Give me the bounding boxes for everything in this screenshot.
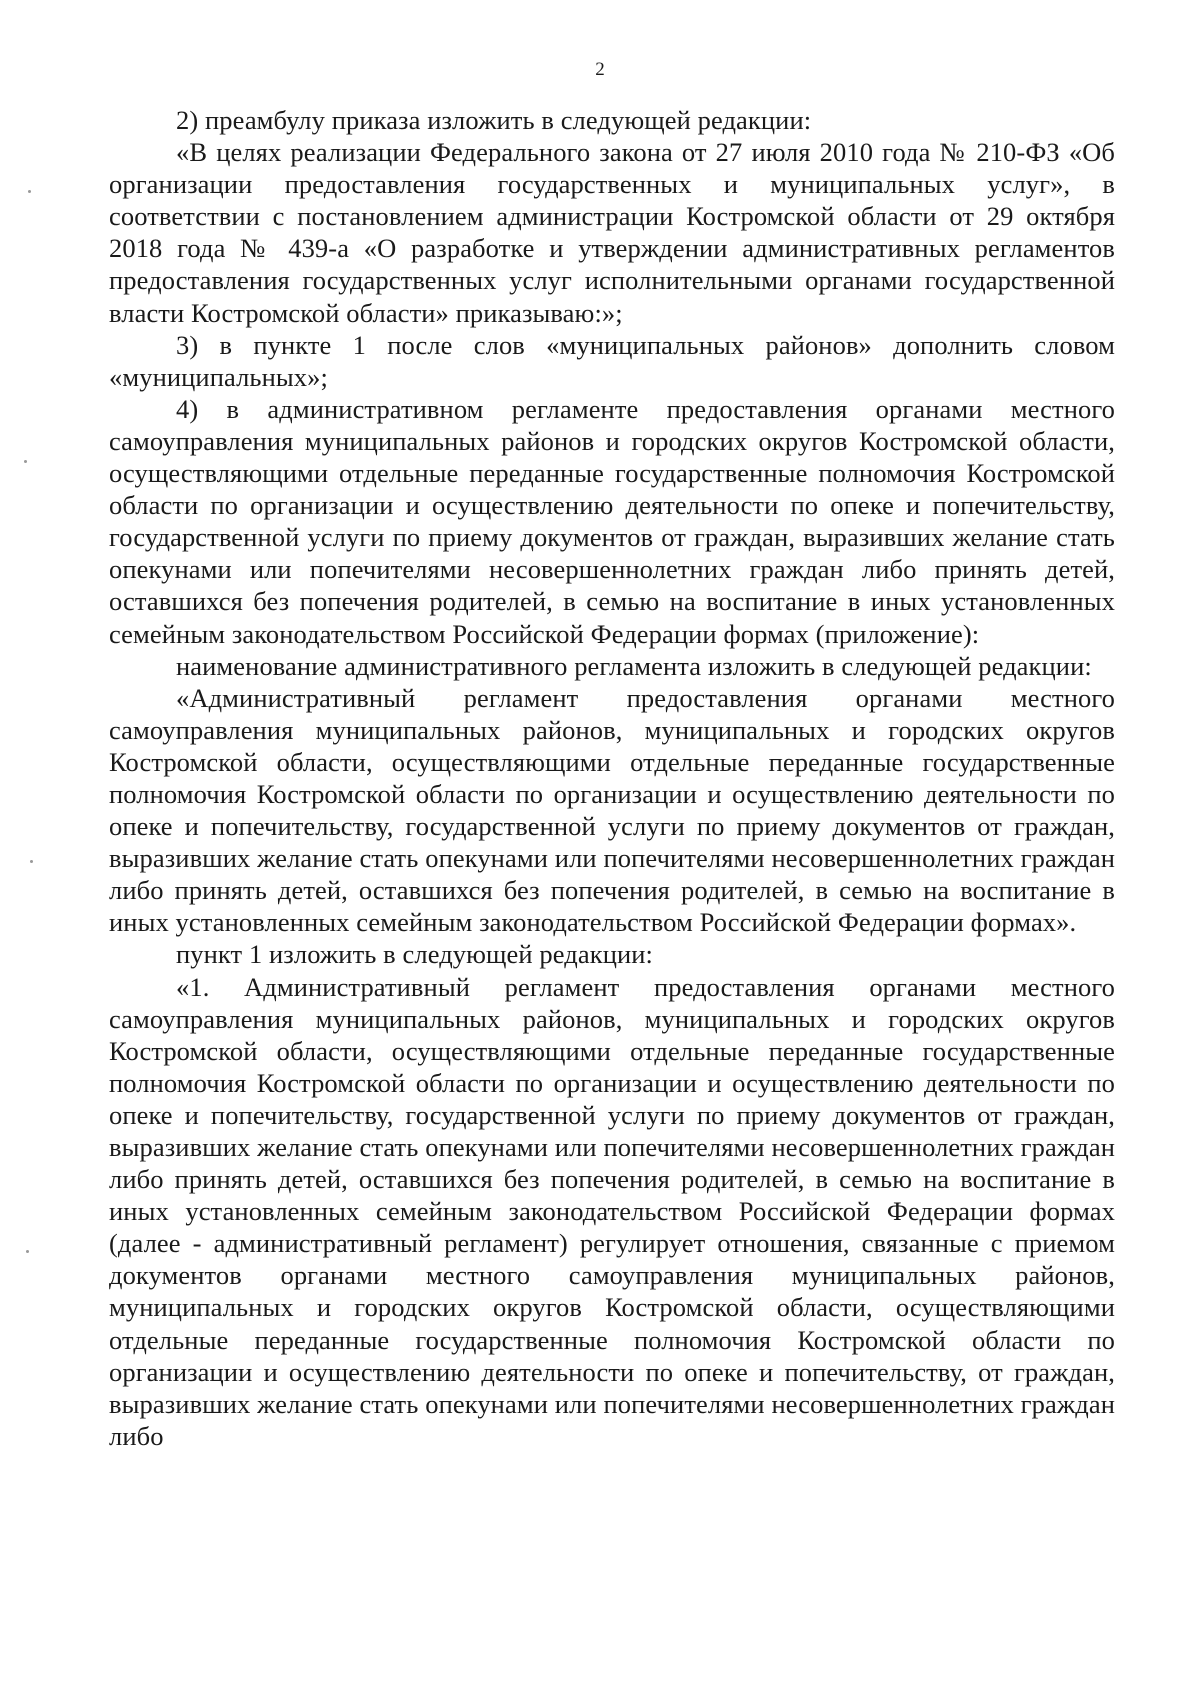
scan-speck xyxy=(26,1250,29,1253)
paragraph-item-3: 3) в пункте 1 после слов «муниципальных районов» дополнить словом «муниципальных»; xyxy=(109,329,1115,392)
paragraph-title-instruction: наименование административного регламента изложить в следующей редакции: xyxy=(176,650,1092,681)
scan-speck xyxy=(30,860,33,863)
scan-speck xyxy=(28,190,31,193)
paragraph-item-4: 4) в административном регламенте предоставления органами местного самоуправления муниципальных районов и городских округов Костромской области, осуществляющими отдельные переданные государственные полномочия Костромской области по организации и осуществлению деятельности по опеке и попечительству, государственной услуги по приему документов от граждан, выразивших желание стать опекунами или попечителями несовершеннолетних граждан либо принять детей, оставшихся без попечения родителей, в семью на воспитание в иных установленных семейным законодательством Российской Федерации формах (приложение): xyxy=(109,393,1115,649)
scan-speck xyxy=(24,460,27,463)
document-body xyxy=(109,104,1115,1452)
paragraph-preamble-text: «В целях реализации Федерального закона от 27 июля 2010 года № 210-ФЗ «Об организации предоставления государственных и муниципальных услуг», в соответствии с постановлением администрации Костромской области от 29 октября 2018 года № 439-а «О разработке и утверждении административных регламентов предоставления государственных услуг исполнительными органами государственной власти Костромской области» приказываю:»; xyxy=(109,137,1115,328)
page-number: 2 xyxy=(595,59,605,80)
paragraph-preamble-instruction: 2) преамбулу приказа изложить в следующей редакции: xyxy=(176,105,812,135)
paragraph-clause-1-instruction: пункт 1 изложить в следующей редакции: xyxy=(176,939,653,970)
paragraph-clause-1-text: «1. Административный регламент предоставления органами местного самоуправления муниципальных районов, муниципальных и городских округов Костромской области, осуществляющими отдельные переданные государственные полномочия Костромской области по организации и осуществлению деятельности по опеке и попечительству, государственной услуги по приему документов от граждан, выразивших желание стать опекунами или попечителями несовершеннолетних граждан либо принять детей, оставшихся без попечения родителей, в семью на воспитание в иных установленных семейным законодательством Российской Федерации формах (далее - административный регламент) регулирует отношения, связанные с приемом документов органами местного самоуправления муниципальных районов, муниципальных и городских округов Костромской области, осуществляющими отдельные переданные государственные полномочия Костромской области по организации и осуществлению деятельности по опеке и попечительству, от граждан, выразивших желание стать опекунами или попечителями несовершеннолетних граждан либо xyxy=(109,971,1115,1451)
paragraph-new-title: «Административный регламент предоставления органами местного самоуправления муниципальных районов, муниципальных и городских округов Костромской области, осуществляющими отдельные переданные государственные полномочия Костромской области по организации и осуществлению деятельности по опеке и попечительству, государственной услуги по приему документов от граждан, выразивших желание стать опекунами или попечителями несовершеннолетних граждан либо принять детей, оставшихся без попечения родителей, в семью на воспитание в иных установленных семейным законодательством Российской Федерации формах». xyxy=(109,682,1115,938)
